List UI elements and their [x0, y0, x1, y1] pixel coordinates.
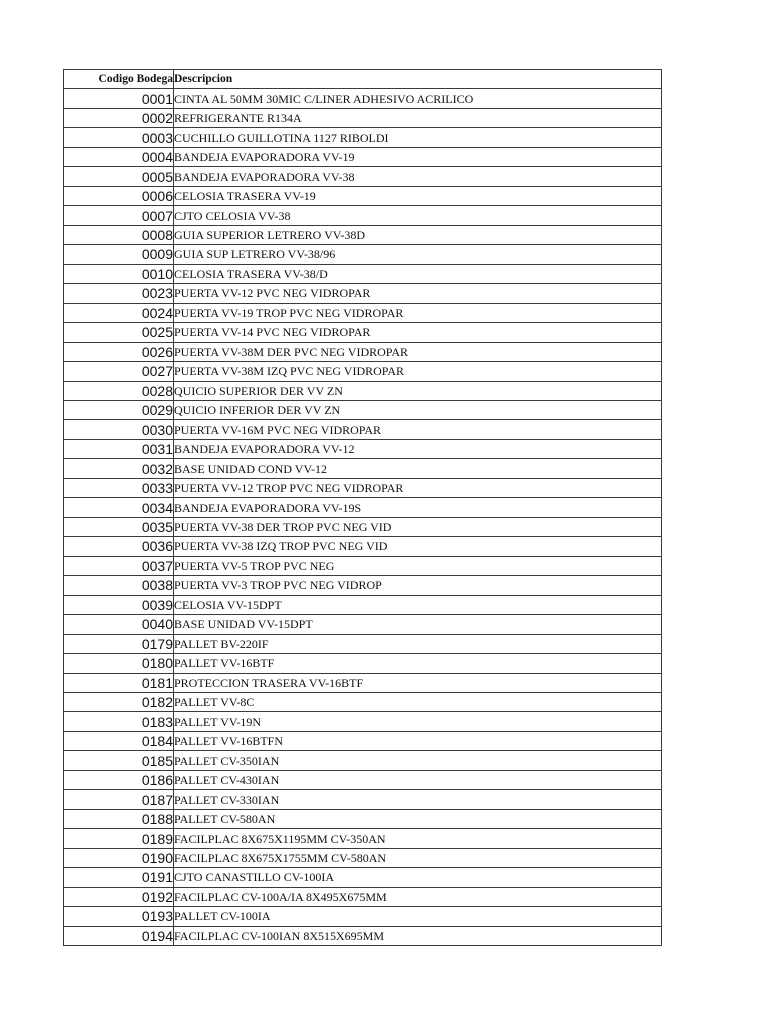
cell-description: PALLET CV-580AN: [174, 809, 662, 828]
cell-description: PUERTA VV-12 TROP PVC NEG VIDROPAR: [174, 478, 662, 497]
table-body: [64, 89, 662, 946]
cell-description: PUERTA VV-12 PVC NEG VIDROPAR: [174, 284, 662, 303]
cell-description: CELOSIA TRASERA VV-19: [174, 186, 662, 205]
table-row: [64, 770, 662, 789]
cell-description: BASE UNIDAD COND VV-12: [174, 459, 662, 478]
cell-code: 0005: [64, 167, 174, 186]
table-row: [64, 284, 662, 303]
table-row: [64, 362, 662, 381]
cell-code: 0006: [64, 186, 174, 205]
table-row: [64, 420, 662, 439]
cell-description: PALLET CV-350IAN: [174, 751, 662, 770]
cell-code: 0029: [64, 400, 174, 419]
cell-code: 0037: [64, 556, 174, 575]
table-row: [64, 731, 662, 750]
table-row: [64, 829, 662, 848]
cell-code: 0010: [64, 264, 174, 283]
cell-code: 0187: [64, 790, 174, 809]
cell-code: 0038: [64, 576, 174, 595]
cell-code: 0184: [64, 731, 174, 750]
table-row: [64, 615, 662, 634]
cell-description: FACILPLAC CV-100IAN 8X515X695MM: [174, 926, 662, 945]
table-row: [64, 790, 662, 809]
table-row: [64, 381, 662, 400]
cell-description: CUCHILLO GUILLOTINA 1127 RIBOLDI: [174, 128, 662, 147]
cell-description: CINTA AL 50MM 30MIC C/LINER ADHESIVO ACRILICO: [174, 89, 662, 108]
table-row: [64, 225, 662, 244]
cell-code: 0192: [64, 887, 174, 906]
cell-description: PALLET CV-430IAN: [174, 770, 662, 789]
cell-code: 0191: [64, 868, 174, 887]
header-row: [64, 70, 662, 89]
table-row: [64, 128, 662, 147]
cell-description: BASE UNIDAD VV-15DPT: [174, 615, 662, 634]
cell-description: GUIA SUPERIOR LETRERO VV-38D: [174, 225, 662, 244]
table-row: [64, 167, 662, 186]
cell-code: 0031: [64, 439, 174, 458]
table-row: [64, 186, 662, 205]
table-row: [64, 595, 662, 614]
cell-description: PUERTA VV-19 TROP PVC NEG VIDROPAR: [174, 303, 662, 322]
table-row: [64, 342, 662, 361]
cell-code: 0040: [64, 615, 174, 634]
cell-description: CJTO CELOSIA VV-38: [174, 206, 662, 225]
table-row: [64, 926, 662, 945]
table-row: [64, 693, 662, 712]
cell-code: 0189: [64, 829, 174, 848]
cell-code: 0039: [64, 595, 174, 614]
table-row: [64, 887, 662, 906]
cell-code: 0179: [64, 634, 174, 653]
cell-code: 0193: [64, 907, 174, 926]
table-row: [64, 868, 662, 887]
cell-description: BANDEJA EVAPORADORA VV-12: [174, 439, 662, 458]
cell-code: 0024: [64, 303, 174, 322]
inventory-table: [63, 69, 662, 946]
cell-code: 0033: [64, 478, 174, 497]
cell-description: PALLET BV-220IF: [174, 634, 662, 653]
table-row: [64, 478, 662, 497]
cell-code: 0028: [64, 381, 174, 400]
table-row: [64, 264, 662, 283]
cell-description: REFRIGERANTE R134A: [174, 108, 662, 127]
cell-description: PUERTA VV-5 TROP PVC NEG: [174, 556, 662, 575]
cell-code: 0026: [64, 342, 174, 361]
cell-description: FACILPLAC CV-100A/IA 8X495X675MM: [174, 887, 662, 906]
table-row: [64, 848, 662, 867]
cell-description: PROTECCION TRASERA VV-16BTF: [174, 673, 662, 692]
cell-code: 0008: [64, 225, 174, 244]
table-row: [64, 751, 662, 770]
table-row: [64, 439, 662, 458]
cell-code: 0009: [64, 245, 174, 264]
cell-description: GUIA SUP LETRERO VV-38/96: [174, 245, 662, 264]
cell-description: PALLET VV-16BTFN: [174, 731, 662, 750]
table-row: [64, 673, 662, 692]
table-row: [64, 303, 662, 322]
cell-description: CELOSIA TRASERA VV-38/D: [174, 264, 662, 283]
cell-code: 0036: [64, 537, 174, 556]
cell-code: 0027: [64, 362, 174, 381]
table-row: [64, 907, 662, 926]
cell-code: 0035: [64, 517, 174, 536]
cell-description: FACILPLAC 8X675X1195MM CV-350AN: [174, 829, 662, 848]
cell-code: 0186: [64, 770, 174, 789]
table-row: [64, 654, 662, 673]
cell-description: PALLET VV-19N: [174, 712, 662, 731]
cell-description: CELOSIA VV-15DPT: [174, 595, 662, 614]
cell-code: 0002: [64, 108, 174, 127]
cell-description: PUERTA VV-16M PVC NEG VIDROPAR: [174, 420, 662, 439]
table-row: [64, 809, 662, 828]
table-row: [64, 517, 662, 536]
cell-description: BANDEJA EVAPORADORA VV-38: [174, 167, 662, 186]
cell-code: 0190: [64, 848, 174, 867]
cell-code: 0181: [64, 673, 174, 692]
cell-description: PUERTA VV-38 DER TROP PVC NEG VID: [174, 517, 662, 536]
table-row: [64, 634, 662, 653]
cell-description: PUERTA VV-38M DER PVC NEG VIDROPAR: [174, 342, 662, 361]
table-row: [64, 108, 662, 127]
cell-code: 0194: [64, 926, 174, 945]
column-header-code: Codigo Bodega: [64, 70, 174, 89]
cell-code: 0023: [64, 284, 174, 303]
table-row: [64, 537, 662, 556]
cell-code: 0185: [64, 751, 174, 770]
cell-code: 0025: [64, 323, 174, 342]
cell-description: BANDEJA EVAPORADORA VV-19: [174, 147, 662, 166]
cell-description: PUERTA VV-38M IZQ PVC NEG VIDROPAR: [174, 362, 662, 381]
table-row: [64, 498, 662, 517]
table-row: [64, 400, 662, 419]
cell-code: 0180: [64, 654, 174, 673]
cell-description: QUICIO SUPERIOR DER VV ZN: [174, 381, 662, 400]
table-row: [64, 712, 662, 731]
cell-description: PALLET VV-16BTF: [174, 654, 662, 673]
cell-code: 0182: [64, 693, 174, 712]
table-row: [64, 323, 662, 342]
table-row: [64, 147, 662, 166]
table-row: [64, 206, 662, 225]
cell-description: PALLET CV-330IAN: [174, 790, 662, 809]
cell-description: PUERTA VV-3 TROP PVC NEG VIDROP: [174, 576, 662, 595]
cell-code: 0188: [64, 809, 174, 828]
table-row: [64, 245, 662, 264]
cell-code: 0001: [64, 89, 174, 108]
cell-description: PUERTA VV-14 PVC NEG VIDROPAR: [174, 323, 662, 342]
table-row: [64, 89, 662, 108]
cell-code: 0030: [64, 420, 174, 439]
cell-code: 0032: [64, 459, 174, 478]
cell-description: PALLET VV-8C: [174, 693, 662, 712]
cell-code: 0003: [64, 128, 174, 147]
cell-description: QUICIO INFERIOR DER VV ZN: [174, 400, 662, 419]
cell-description: FACILPLAC 8X675X1755MM CV-580AN: [174, 848, 662, 867]
cell-description: PUERTA VV-38 IZQ TROP PVC NEG VID: [174, 537, 662, 556]
cell-description: CJTO CANASTILLO CV-100IA: [174, 868, 662, 887]
table-row: [64, 556, 662, 575]
table-row: [64, 576, 662, 595]
cell-description: PALLET CV-100IA: [174, 907, 662, 926]
table-row: [64, 459, 662, 478]
cell-code: 0004: [64, 147, 174, 166]
column-header-description: Descripcion: [174, 70, 662, 89]
cell-description: BANDEJA EVAPORADORA VV-19S: [174, 498, 662, 517]
cell-code: 0034: [64, 498, 174, 517]
cell-code: 0183: [64, 712, 174, 731]
cell-code: 0007: [64, 206, 174, 225]
